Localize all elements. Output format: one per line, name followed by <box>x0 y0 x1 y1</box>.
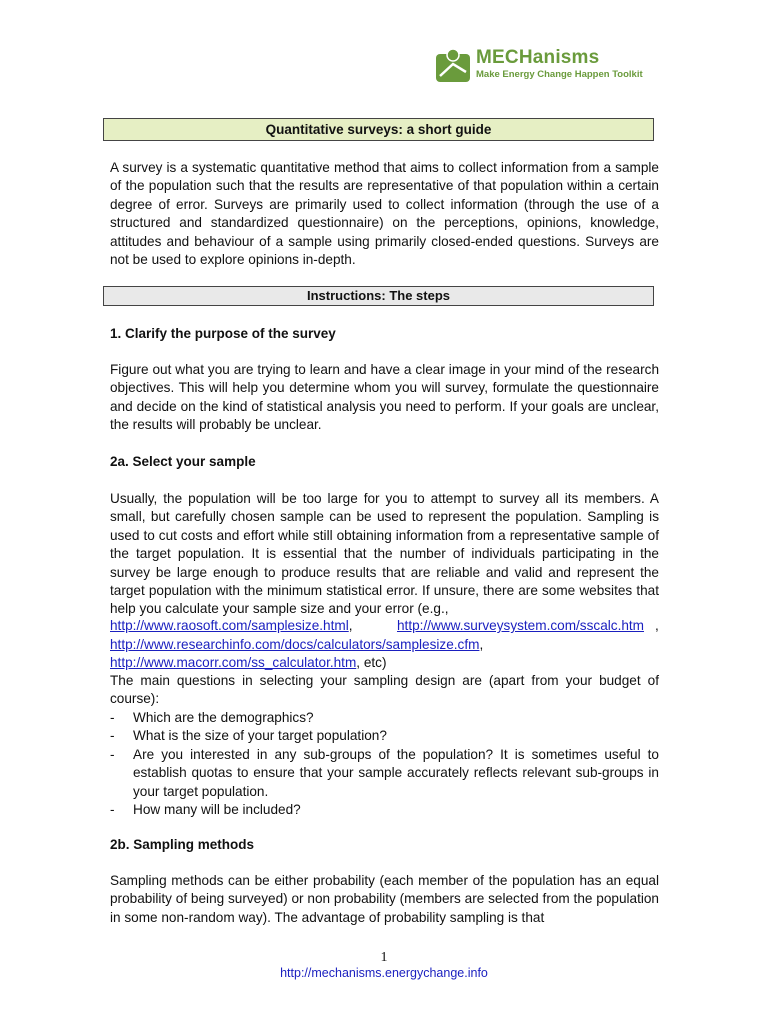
bullet-dash: - <box>110 710 115 725</box>
bullet-dash: - <box>110 802 115 818</box>
section2a-heading: 2a. Select your sample <box>110 454 256 469</box>
list-item-text: What is the size of your target population? <box>133 728 387 744</box>
link-separator: , <box>479 637 484 652</box>
list-item <box>110 709 659 727</box>
main-questions-text: The main questions in selecting your sampling design are (apart from your budget of course): <box>110 673 659 707</box>
links-line-3 <box>110 654 659 672</box>
document-title-box: Quantitative surveys: a short guide <box>103 118 654 141</box>
mechanisms-logo-icon <box>436 48 470 82</box>
list-item <box>110 801 659 819</box>
links-line-2 <box>110 636 659 654</box>
list-item-text: Are you interested in any sub-groups of the population? It is sometimes useful to establish quotas to ensure that your sample accurately reflects relevant sub-groups in your target population. <box>133 746 659 799</box>
mechanisms-logo <box>436 48 643 82</box>
instructions-box: Instructions: The steps <box>103 286 654 306</box>
link-separator: , <box>348 618 353 633</box>
sampling-questions-list <box>110 709 659 819</box>
bullet-dash: - <box>110 746 115 762</box>
logo-subtitle: Make Energy Change Happen Toolkit <box>476 69 643 80</box>
section1-heading: 1. Clarify the purpose of the survey <box>110 326 336 341</box>
raosoft-link[interactable]: http://www.raosoft.com/samplesize.html <box>110 618 349 633</box>
link-separator: , <box>655 618 659 633</box>
surveysystem-link[interactable]: http://www.surveysystem.com/sscalc.htm <box>397 618 645 633</box>
section2b-paragraph: Sampling methods can be either probability (each member of the population has an equal probability of being surveyed) or non probability (members are selected from the population in some non-random way). The advantage of probability sampling is that <box>110 873 659 925</box>
macorr-link[interactable]: http://www.macorr.com/ss_calculator.htm <box>110 655 357 670</box>
researchinfo-link[interactable]: http://www.researchinfo.com/docs/calculators/samplesize.cfm <box>110 637 480 652</box>
links-etc: , etc) <box>356 655 387 670</box>
footer-url[interactable]: http://mechanisms.energychange.info <box>280 966 488 980</box>
list-item-text: Which are the demographics? <box>133 710 314 725</box>
section2b-heading: 2b. Sampling methods <box>110 837 255 852</box>
section1-paragraph: Figure out what you are trying to learn and have a clear image in your mind of the research objectives. This will help you determine whom you will survey, formulate the questionnaire and decide on the kind of statistical analysis you need to perform. If your goals are unclear, the results will probably be unclear. <box>110 362 659 433</box>
intro-paragraph: A survey is a systematic quantitative method that aims to collect information from a sample of the population such that the results are representative of that population within a certain degree of error. Surveys are primarily used to collect information (through the use of a structured and standardized questionnaire) on the perceptions, opinions, knowledge, attitudes and behaviour of a sample using primarily closed-ended questions. Surveys are not be used to explore opinions in-depth. <box>110 160 659 268</box>
logo-title: MECHanisms <box>476 47 600 68</box>
bullet-dash: - <box>110 728 115 744</box>
page-number: 1 <box>380 950 388 965</box>
list-item <box>110 746 659 801</box>
section2a-paragraph: Usually, the population will be too large for you to attempt to survey all its members. A small, but carefully chosen sample can be used to represent the population. Sampling is used to cut costs and effort while still obtaining information from a representative sample of the target population. It is essential that the number of individuals participating in the survey be large enough to produce results that are reliable and valid and represent the target population with the minimum statistical error. If unsure, there are some websites that help you calculate your sample size and your error (e.g., <box>110 491 659 617</box>
list-item <box>110 727 659 745</box>
list-item-text: How many will be included? <box>133 802 301 818</box>
links-line-1 <box>110 617 659 635</box>
